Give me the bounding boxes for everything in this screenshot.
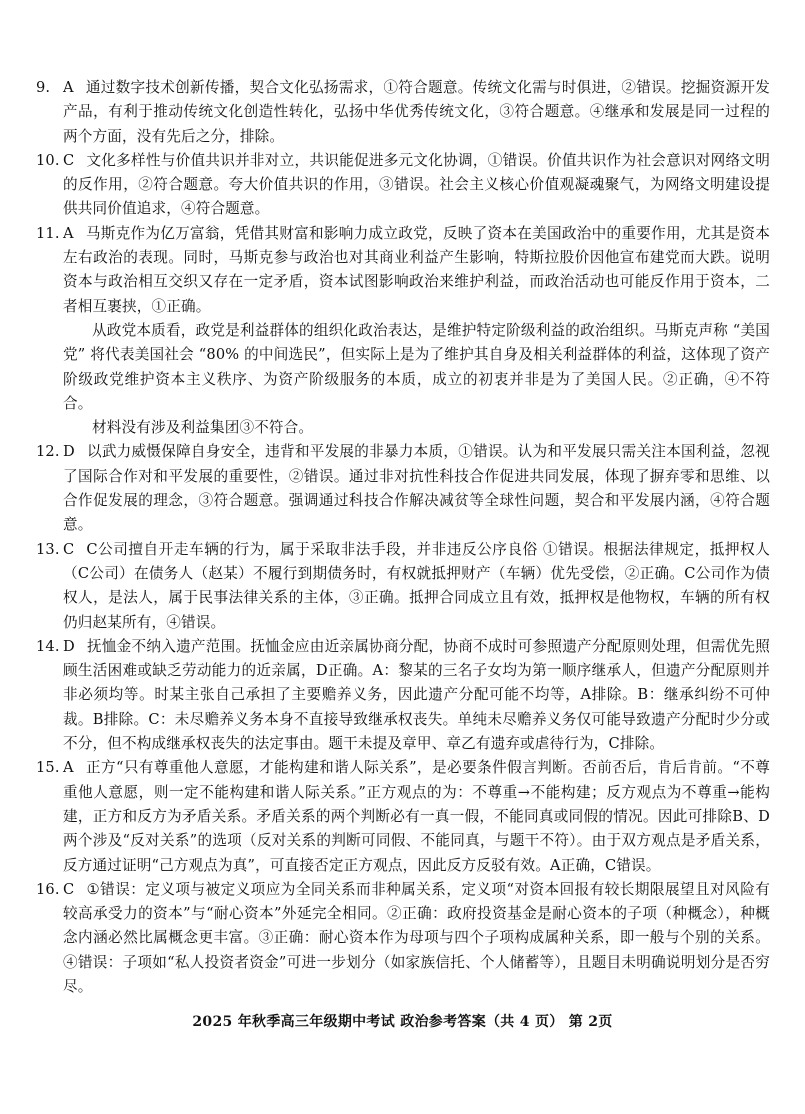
question-answer: A (63, 79, 74, 96)
question-explanation: 正方“只有尊重他人意愿，才能构建和谐人际关系”，是必要条件假言判断。否前否后，肯后肯前。“不尊重他人意愿，则一定不能构建和谐人际关系。”正方观点的为：不尊重→不能构建；反方观点为不尊重→能构建，正方和反方为矛盾关系。矛盾关系的两个判断必有一真一假，不能同真或同假的情况。因此可排除B、D两个涉及“反对关系”的选项（反对关系的判断可同假、不能同真，与题干不符）。由于双方观点是矛盾关系，反方通过证明“己方观点为真”，可直接否定正方观点，因此反方反驳有效。A正确，C错误。 (63, 759, 770, 874)
question-answer: D (63, 637, 75, 655)
page-footer: 2025 年秋季高三年级期中考试 政治参考答案（共 4 页） 第 2页 (192, 1014, 613, 1030)
question-number: 15. (36, 759, 60, 777)
question-explanation: 文化多样性与价值共识并非对立，共识能促进多元文化协调，①错误。价值共识作为社会意识对网络文明的反作用，②符合题意。夸大价值共识的作用，③错误。社会主义核心价值观凝魂聚气，为网络文明建设提供共同价值追求，④符合题意。 (63, 151, 770, 218)
question-number: 9. (36, 79, 51, 96)
question-answer: C (63, 540, 75, 558)
question-explanation: 通过数字技术创新传播，契合文化弘扬需求，①符合题意。传统文化需与时俱进，②错误。挖掘资源开发产品，有利于推动传统文化创造性转化，弘扬中华优秀传统文化，③符合题意。④继承和发展是同一过程的两个方面，没有先后之分，排除。 (63, 79, 770, 145)
question-explanation: C公司擅自开走车辆的行为，属于采取非法手段，并非违反公序良俗 ①错误。根据法律规定，抵押权人（C公司）在债务人（赵某）不履行到期债务时，有权就抵押财产（车辆）优先受偿，②正确。C公司作为债权人，是法人，属于民事法律关系的主体，③正确。抵押合同成立且有效，抵押权是他物权，车辆的所有权仍归赵某所有，④错误。 (63, 540, 770, 631)
question-item-12 (36, 440, 770, 537)
question-answer: A (63, 224, 74, 242)
question-item-15 (36, 756, 770, 877)
question-item-14 (36, 635, 770, 756)
question-explanation: ①错误：定义项与被定义项应为全同关系而非种属关系，定义项“对资本回报有较长期限展望且对风险有较高承受力的资本”与“耐心资本”外延完全相同。②正确：政府投资基金是耐心资本的子项（种概念），种概念内涵必然比属概念更丰富。③正确：耐心资本作为母项与四个子项构成属种关系，即一般与个别的关系。④错误：子项如“私人投资者资金”可进一步划分（如家族信托、个人储蓄等），且题目未明确说明划分是否穷尽。 (63, 880, 770, 995)
question-number: 13. (36, 540, 60, 558)
question-number: 11. (36, 224, 60, 242)
question-explanation: 以武力威慑保障自身安全，违背和平发展的非暴力本质，①错误。认为和平发展只需关注本国利益，忽视了国际合作对和平发展的重要性，②错误。通过非对抗性科技合作促进共同发展，体现了摒弃零和思维、以合作促发展的理念，③符合题意。强调通过科技合作解决减贫等全球性问题，契合和平发展内涵，④符合题意。 (63, 443, 770, 534)
question-number: 12. (36, 443, 60, 461)
question-explanation-paragraph: 材料没有涉及利益集团③不符合。 (92, 419, 314, 437)
question-item-10 (36, 149, 770, 222)
question-explanation: 马斯克作为亿万富翁，凭借其财富和影响力成立政党，反映了资本在美国政治中的重要作用，尤其是资本左右政治的表现。同时，马斯克参与政治也对其商业利益产生影响，特斯拉股价因他宣布建党而大跌。说明资本与政治相互交织又存在一定矛盾，资本试图影响政治来维护利益，而政治活动也可能反作用于资本，二者相互裹挟，①正确。 (63, 224, 770, 315)
question-answer: C (63, 151, 75, 169)
question-explanation-paragraph: 从政党本质看，政党是利益群体的组织化政治表达，是维护特定阶级利益的政治组织。马斯克声称 “美国党” 将代表美国社会 “80% 的中间选民”，但实际上是为了维护其自身及相关利益群体的利益，这体现了资产阶级政党维护资本主义秩序、为资产阶级服务的本质，成立的初衷并非是为了美国人民。②正确，④不符合。 (63, 321, 770, 412)
question-answer: D (63, 443, 75, 461)
question-explanation: 抚恤金不纳入遗产范围。抚恤金应由近亲属协商分配，协商不成时可参照遗产分配原则处理，但需优先照顾生活困难或缺乏劳动能力的近亲属，D正确。A：黎某的三名子女均为第一顺序继承人，但遗产分配原则并非必须均等。时某主张自己承担了主要赡养义务，因此遗产分配可能不均等，A排除。B：继承纠纷不可仲裁。B排除。C：未尽赡养义务本身不直接导致继承权丧失。单纯未尽赡养义务仅可能导致遗产分配时少分或不分，但不构成继承权丧失的法定事由。题干未提及章甲、章乙有遗弃或虐待行为，C排除。 (63, 637, 770, 753)
question-item-9 (36, 76, 770, 149)
question-item-13 (36, 538, 770, 635)
question-answer: A (63, 759, 74, 777)
question-item-16 (36, 878, 770, 999)
question-answer: C (63, 880, 75, 898)
question-number: 10. (36, 151, 60, 169)
answer-list (36, 76, 770, 999)
question-number: 16. (36, 880, 60, 898)
question-item-11 (36, 222, 770, 319)
question-number: 14. (36, 637, 60, 655)
